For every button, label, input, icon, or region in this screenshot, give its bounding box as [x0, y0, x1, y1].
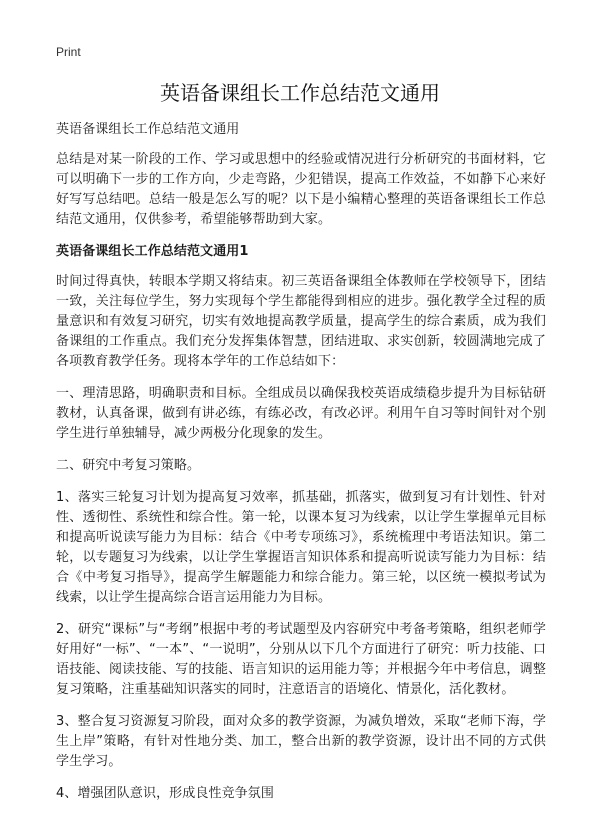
body-paragraph: 二、研究中考复习策略。 — [56, 458, 201, 473]
document-body — [56, 120, 546, 804]
body-paragraph: 时间过得真快，转眼本学期又将结束。初三英语备课组全体教师在学校领导下，团结一致，关注每位学生，努力实现每个学生都能得到相应的进步。强化教学全过程的质量意识和有效复习研究，切实有效地提高教学质量，提高学生的综合素质，成为我们备课组的工作重点。我们充分发挥集体智慧，团结进取、求实创新，较圆满地完成了各项教育教学任务。现将本学年的工作总结如下： — [56, 274, 546, 369]
section-heading: 英语备课组长工作总结范文通用1 — [56, 244, 249, 259]
body-paragraph: 4、增强团队意识，形成良性竞争氛围 — [56, 786, 274, 801]
document-subtitle: 英语备课组长工作总结范文通用 — [56, 122, 240, 137]
print-link[interactable]: Print — [56, 45, 81, 59]
body-paragraph: 2、研究“课标”与“考纲”根据中考的考试题型及内容研究中考备考策略，组织老师学好用好“一标”、“一本”、“一说明”，分别从以下几个方面进行了研究：听力技能、口语技能、阅读技能、写的技能、语言知识的运用能力等；并根据今年中考信息，调整复习策略，注重基础知识落实的同时，注意语言的语境化、情景化，活化教材。 — [56, 622, 546, 697]
intro-paragraph: 总结是对某一阶段的工作、学习或思想中的经验或情况进行分析研究的书面材料，它可以明确下一步的工作方向，少走弯路，少犯错误，提高工作效益，不如静下心来好好写写总结吧。总结一般是怎么写的呢？以下是小编精心整理的英语备课组长工作总结范文通用，仅供参考，希望能够帮助到大家。 — [56, 152, 546, 227]
page-title: 英语备课组长工作总结范文通用 — [160, 81, 440, 105]
body-paragraph: 一、理清思路，明确职责和目标。全组成员以确保我校英语成绩稳步提升为目标钻研教材，认真备课，做到有讲必练，有练必改，有改必评。利用午自习等时间针对个别学生进行单独辅导，减少两极分化现象的发生。 — [56, 386, 546, 441]
body-paragraph: 3、整合复习资源复习阶段，面对众多的教学资源，为减负增效，采取“老师下海，学生上岸”策略，有针对性地分类、加工，整合出新的教学资源，设计出不同的方式供学生学习。 — [56, 714, 546, 769]
body-paragraph: 1、落实三轮复习计划为提高复习效率，抓基础，抓落实，做到复习有计划性、针对性、透彻性、系统性和综合性。第一轮，以课本复习为线索，以让学生掌握单元目标和提高听说读写能力为目标：结合《中考专项练习》，系统梳理中考语法知识。第二轮，以专题复习为线索，以让学生掌握语言知识体系和提高听说读写能力为目标：结合《中考复习指导》，提高学生解题能力和综合能力。第三轮，以区统一模拟考试为线索，以让学生提高综合语言运用能力为目标。 — [56, 490, 546, 605]
